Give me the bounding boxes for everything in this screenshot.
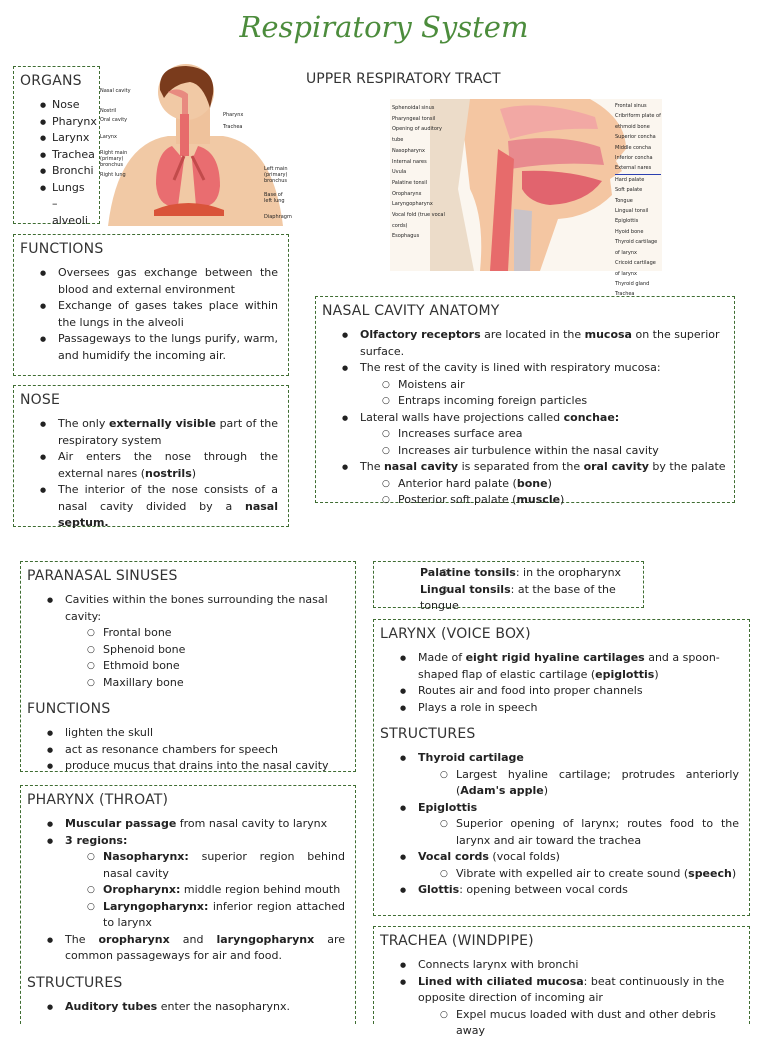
list-item: ● The interior of the nose consists of a nasal cavity divided by a nasal septum. (20, 482, 282, 532)
list-item: ● Nose (20, 97, 93, 114)
nasal-cavity-heading: NASAL CAVITY ANATOMY (322, 303, 500, 319)
list-item: ○ Moistens air (322, 377, 728, 394)
list-item: alveoli (52, 213, 88, 227)
diagram-label: Soft palate (615, 187, 643, 194)
diagram-label: Tongue (615, 197, 633, 204)
list-item: ○ Entraps incoming foreign particles (322, 393, 728, 410)
list-item: ● The rest of the cavity is lined with respiratory mucosa: (322, 360, 728, 377)
list-item: ○ Increases air turbulence within the nasal cavity (322, 443, 728, 460)
list-item: ● act as resonance chambers for speech (27, 742, 349, 759)
diagram-label: Lingual tonsil (615, 208, 649, 215)
list-item: ○ Frontal bone (27, 625, 349, 642)
trachea-heading: TRACHEA (WINDPIPE) (380, 933, 534, 949)
list-item: ● Plays a role in speech (380, 700, 743, 717)
list-item: ○ Nasopharynx: superior region behind nasal cavity (27, 849, 349, 882)
list-item: ● Pharynx (20, 114, 93, 131)
list-item: ● Lungs – (20, 180, 93, 213)
diagram-label: Palatine tonsil (392, 179, 428, 186)
trachea-box (373, 926, 750, 1037)
diagram-label: Laryngopharynx (392, 201, 433, 208)
nose-heading: NOSE (20, 392, 61, 408)
diagram-label: Larynx (100, 134, 117, 140)
larynx-box (373, 619, 750, 916)
diagram-label: Trachea (615, 291, 635, 298)
list-item: ○ Lingual tonsils: at the base of the tongue (380, 582, 637, 615)
list-item: ● Vocal cords (vocal folds) (380, 849, 743, 866)
upper-tract-diagram (390, 99, 662, 298)
diagram-label: Uvula (392, 169, 407, 176)
nasal-cavity-box (315, 296, 735, 506)
diagram-label: Oral cavity (100, 117, 128, 123)
diagram-label: External nares (615, 163, 661, 174)
list-item: ● Passageways to the lungs purify, warm, and humidify the incoming air. (20, 331, 282, 364)
tonsils-box (373, 561, 644, 612)
list-item: ● The oropharynx and laryngopharynx are common passageways for air and food. (27, 932, 349, 965)
list-item: ● Glottis: opening between vocal cords (380, 882, 743, 899)
functions-box (13, 234, 289, 376)
larynx-heading: LARYNX (VOICE BOX) (380, 626, 531, 642)
list-item: ● The only externally visible part of the respiratory system (20, 416, 282, 449)
paranasal-sinuses-box (20, 561, 356, 772)
list-item: ○ Anterior hard palate (bone) (322, 476, 728, 493)
list-item: ○ Maxillary bone (27, 675, 349, 692)
list-item: ○ Increases surface area (322, 426, 728, 443)
list-item: ● Lined with ciliated mucosa: beat continuously in the opposite direction of incoming air (380, 974, 743, 1007)
diagram-label: Esophagus (392, 233, 420, 240)
list-item: ● Made of eight rigid hyaline cartilages and a spoon-shaped flap of elastic cartilage (epiglottis) (380, 650, 743, 683)
diagram-label: Epiglottis (615, 218, 639, 225)
diagram-label: Superior concha (615, 134, 656, 141)
diagram-label: Middle concha (615, 144, 652, 151)
diagram-label: Thyroid gland (615, 280, 650, 287)
list-item: ● Air enters the nose through the external nares (nostrils) (20, 449, 282, 482)
list-item: ○ Oropharynx: middle region behind mouth (27, 882, 349, 899)
list-item: ○ Ethmoid bone (27, 658, 349, 675)
sinuses-heading: PARANASAL SINUSES (27, 568, 178, 584)
list-item: ○ Expel mucus loaded with dust and other debris away (380, 1007, 743, 1040)
list-item: ● Oversees gas exchange between the blood and external environment (20, 265, 282, 298)
upper-tract-heading: UPPER RESPIRATORY TRACT (306, 71, 501, 87)
diagram-label: Inferior concha (615, 155, 653, 162)
diagram-label: Oropharynx (392, 190, 422, 197)
diagram-label: Hyoid bone (615, 228, 644, 235)
organs-box (13, 66, 100, 227)
list-item: ● Thyroid cartilage (380, 750, 743, 767)
functions-heading: FUNCTIONS (20, 241, 104, 257)
list-item: ● Trachea (20, 147, 93, 164)
list-item: ● Cavities within the bones surrounding the nasal cavity: (27, 592, 349, 625)
left-labels (392, 103, 452, 242)
pharynx-heading: PHARYNX (THROAT) (27, 792, 169, 808)
list-item: ○ Posterior soft palate (muscle) (322, 492, 728, 509)
list-item: ○ Largest hyaline cartilage; protrudes anteriorly (Adam's apple) (380, 767, 743, 800)
organs-heading: ORGANS (20, 73, 82, 89)
diagram-label: Frontal sinus (615, 103, 647, 109)
respiratory-organs-diagram (98, 64, 293, 226)
list-item: ● Larynx (20, 130, 93, 147)
diagram-label: Vocal fold (true vocal cords) (392, 212, 445, 229)
diagram-label: Diaphragm (264, 214, 292, 220)
list-item: ● Muscular passage from nasal cavity to larynx (27, 816, 349, 833)
pharynx-box (20, 785, 356, 1024)
diagram-label: Base of left lung (264, 192, 285, 204)
list-item: ● produce mucus that drains into the nasal cavity (27, 758, 349, 775)
pharynx-structures-heading: STRUCTURES (27, 974, 123, 991)
diagram-label: Hard palate (615, 176, 645, 183)
list-item: ● lighten the skull (27, 725, 349, 742)
list-item: ● Connects larynx with bronchi (380, 957, 743, 974)
diagram-label: Left main (primary) bronchus (264, 166, 288, 184)
diagram-label: Right lung (100, 172, 126, 178)
list-item: ○ Sphenoid bone (27, 642, 349, 659)
list-item: ● Olfactory receptors are located in the mucosa on the superior surface. (322, 327, 728, 360)
diagram-label: Right main (primary) bronchus (100, 150, 128, 168)
larynx-structures-heading: STRUCTURES (380, 726, 476, 742)
diagram-label: Nasopharynx (392, 147, 426, 154)
diagram-label: Sphenoidal sinus (392, 105, 435, 111)
list-item: ● Lateral walls have projections called conchae: (322, 410, 728, 427)
diagram-label: Cricoid cartilage of larynx (615, 260, 656, 277)
diagram-label: Pharynx (223, 112, 244, 118)
list-item: ● Routes air and food into proper channels (380, 683, 743, 700)
list-item: ● Exchange of gases takes place within the lungs in the alveoli (20, 298, 282, 331)
diagram-label: Opening of auditory tube (392, 126, 442, 144)
list-item: ○ Superior opening of larynx; routes food to the larynx and air toward the trachea (380, 816, 743, 849)
list-item: ● Epiglottis (380, 800, 743, 817)
organs-list (20, 97, 97, 229)
list-item: ● The nasal cavity is separated from the oral cavity by the palate (322, 459, 728, 476)
diagram-label: Internal nares (392, 158, 427, 165)
sinuses-functions-heading: FUNCTIONS (27, 701, 111, 717)
diagram-label: Nasal cavity (100, 88, 131, 94)
list-item: ○ Vibrate with expelled air to create sound (speech) (380, 866, 743, 883)
diagram-label: Pharyngeal tonsil (392, 115, 436, 122)
list-item: ● Bronchi (20, 163, 93, 180)
diagram-label: Cribriform plate of ethmoid bone (615, 113, 661, 130)
list-item: ● Auditory tubes enter the nasopharynx. (27, 999, 349, 1016)
diagram-label: Trachea (223, 124, 243, 130)
diagram-label: Thyroid cartilage of larynx (615, 239, 658, 256)
right-labels (615, 101, 661, 300)
list-item: ○ Laryngopharynx: inferior region attached to larynx (27, 899, 349, 932)
diagram-label: Nostril (100, 108, 117, 114)
nose-box (13, 385, 289, 527)
page-title: Respiratory System (239, 10, 529, 44)
list-item: ● 3 regions: (27, 833, 349, 850)
list-item: ○ Palatine tonsils: in the oropharynx (380, 565, 637, 582)
